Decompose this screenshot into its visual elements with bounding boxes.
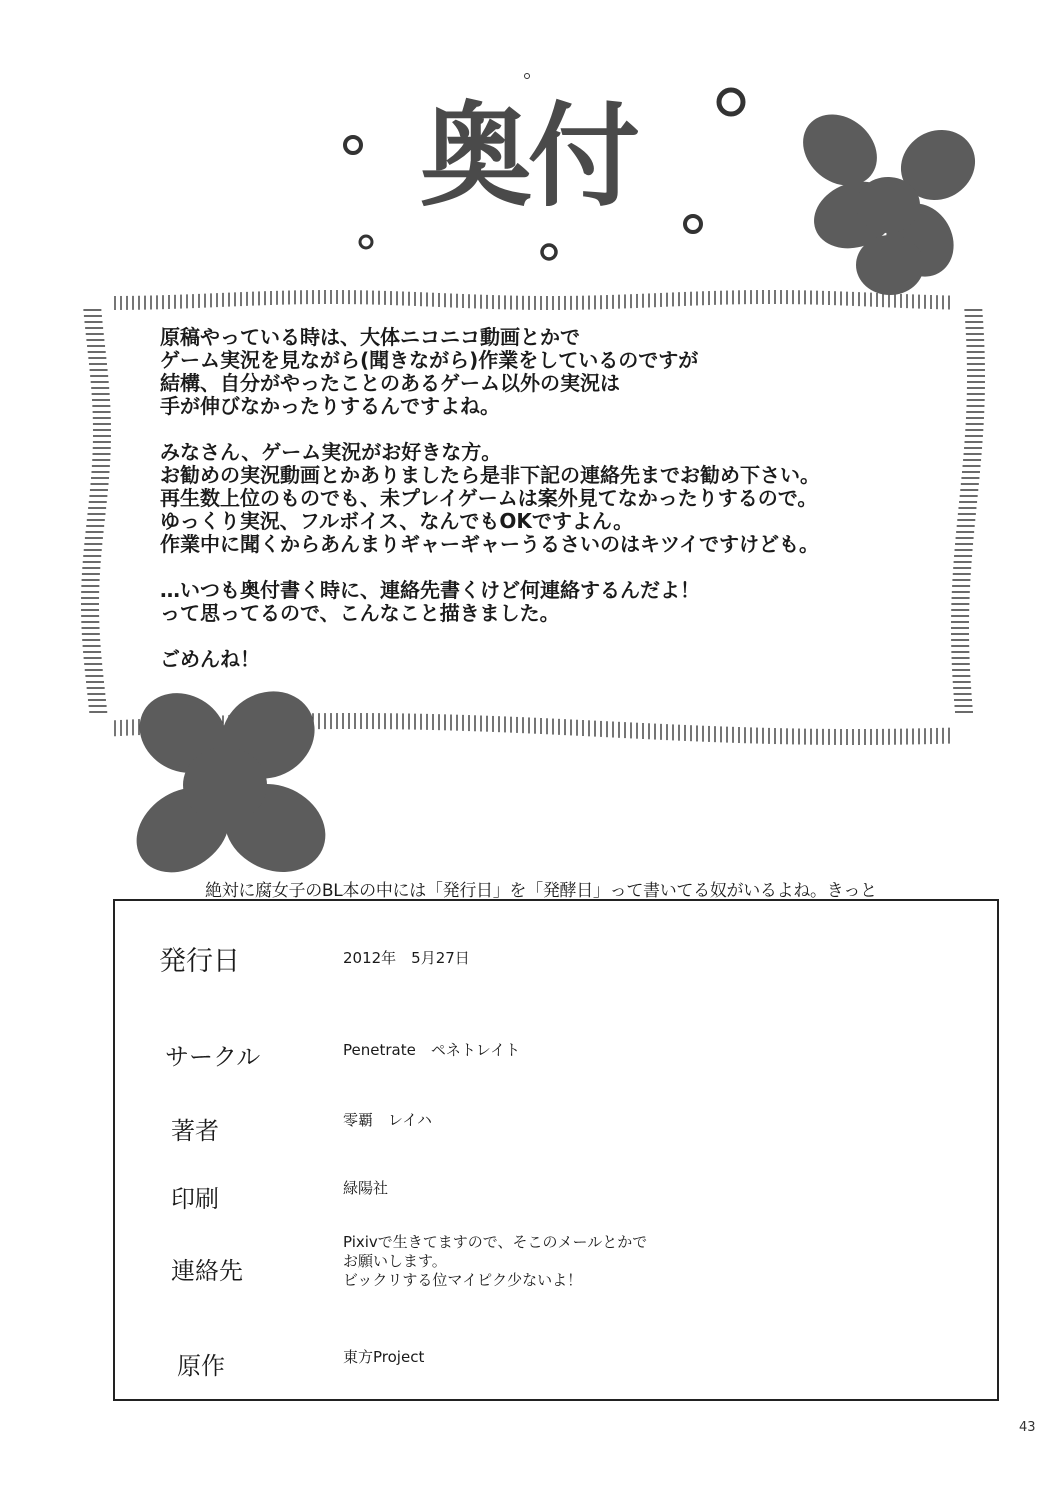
printer-value: 緑陽社 [343,1179,389,1197]
contact-line: お願いします。 [343,1252,447,1270]
original-value: 東方Project [343,1348,425,1366]
contact-label: 連絡先 [171,1257,243,1285]
author-value: 零覇 レイハ [343,1111,432,1129]
message-line: …いつも奥付書く時に、連絡先書くけど何連絡するんだよ！ [160,578,700,602]
clover-bottom-left [120,675,340,890]
message-paragraph [160,648,920,671]
clover-top-right [789,100,988,295]
date-value: 2012年 5月27日 [343,949,470,967]
footnote-remark: 絶対に腐女子のBL本の中には「発行日」を「発酵日」って書いてる奴がいるよね。きっと [205,881,877,901]
message-paragraph [160,579,920,625]
original-label: 原作 [177,1352,225,1380]
colophon-table [113,899,999,1401]
message-line: 手が伸びなかったりするんですよね。 [160,394,500,418]
message-line: ゆっくり実況、フルボイス、なんでもOKですよん。 [160,509,634,533]
message-line: って思ってるので、こんなこと描きました。 [160,601,560,625]
message-line: お勧めの実況動画とかありましたら是非下記の連絡先までお勧め下さい。 [160,463,820,487]
contact-line: ビックリする位マイピク少ないよ！ [343,1271,583,1289]
message-line: 作業中に聞くからあんまりギャーギャーうるさいのはキツイですけども。 [160,532,819,556]
message-line: ゲーム実況を見ながら(聞きながら)作業をしているのですが [160,348,699,372]
message-line: みなさん、ゲーム実況がお好きな方。 [160,440,502,464]
author-label: 著者 [171,1117,219,1145]
circle-label: サークル [165,1043,261,1071]
message-paragraph [160,441,920,556]
message-paragraph [160,326,920,418]
circle-value: Penetrate ペネトレイト [343,1041,521,1059]
printer-label: 印刷 [171,1185,219,1213]
author-message [160,326,920,694]
date-label: 発行日 [159,946,240,977]
message-line: 再生数上位のものでも、未プレイゲームは案外見てなかったりするので。 [160,486,818,510]
message-line: 結構、自分がやったことのあるゲーム以外の実況は [160,371,620,395]
message-line: 原稿やっている時は、大体ニコニコ動画とかで [160,325,580,349]
contact-value [343,1233,647,1290]
message-line: ごめんね！ [160,647,260,671]
contact-line: Pixivで生きてますので、そこのメールとかで [343,1233,648,1251]
page-number: 43 [1019,1420,1036,1435]
page-title: 奥付 [420,92,636,222]
